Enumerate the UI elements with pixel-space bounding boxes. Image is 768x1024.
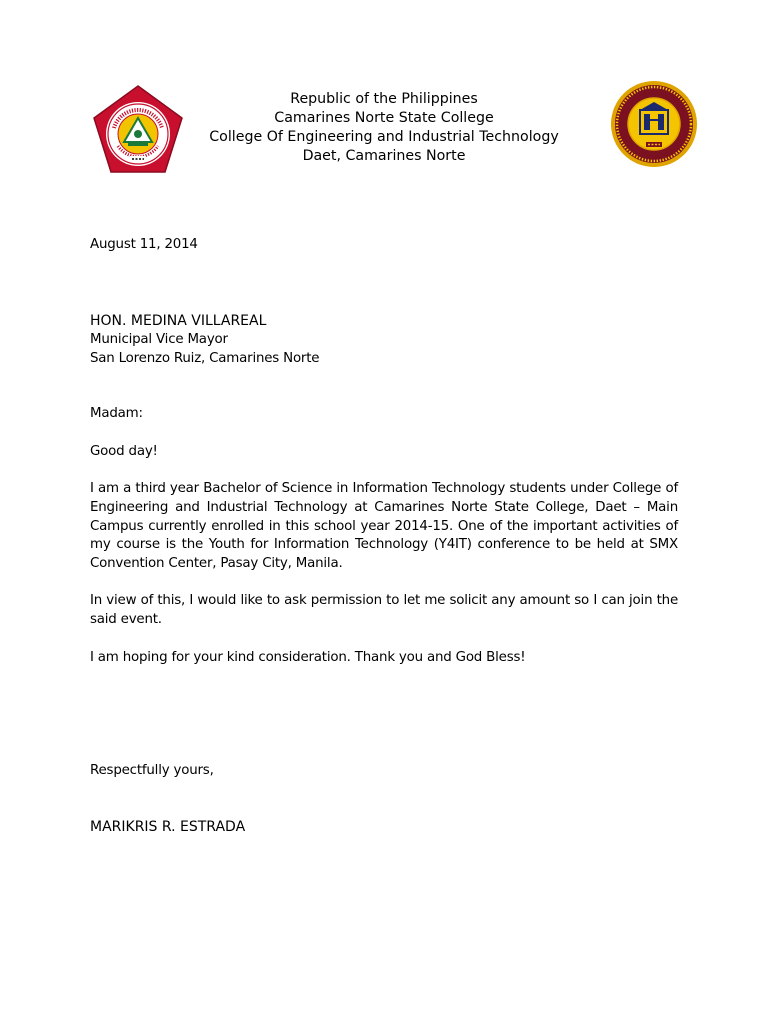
body-paragraph: In view of this, I would like to ask permission to let me solicit any amount so I can join the said event. xyxy=(90,593,678,627)
letterhead-department: College Of Engineering and Industrial Technology xyxy=(209,129,559,145)
salutation: Madam: xyxy=(90,406,143,421)
letter-date: August 11, 2014 xyxy=(90,237,198,252)
recipient-title: Municipal Vice Mayor xyxy=(90,331,228,347)
letterhead xyxy=(0,90,768,166)
greeting: Good day! xyxy=(90,444,158,459)
letterhead-location: Daet, Camarines Norte xyxy=(302,148,466,164)
complimentary-close: Respectfully yours, xyxy=(90,763,214,778)
recipient-name: HON. MEDINA VILLAREAL xyxy=(90,313,267,329)
body-paragraph: I am hoping for your kind consideration. Thank you and God Bless! xyxy=(90,650,526,665)
recipient-block xyxy=(90,312,678,368)
body-paragraph: I am a third year Bachelor of Science in Information Technology students under College of Engineering and Industrial Technology at Camarines Norte State College, Daet – Main Campus currently enrolled in this school year 2014-15. One of the important activities of my course is the Youth for Information Technology (Y4IT) conference to be held at SMX Convention Center, Pasay City, Manila. xyxy=(90,481,678,572)
letterhead-college: Camarines Norte State College xyxy=(274,110,494,126)
recipient-address: San Lorenzo Ruiz, Camarines Norte xyxy=(90,350,320,366)
letterhead-country: Republic of the Philippines xyxy=(290,91,478,107)
signatory-name: MARIKRIS R. ESTRADA xyxy=(90,819,246,835)
